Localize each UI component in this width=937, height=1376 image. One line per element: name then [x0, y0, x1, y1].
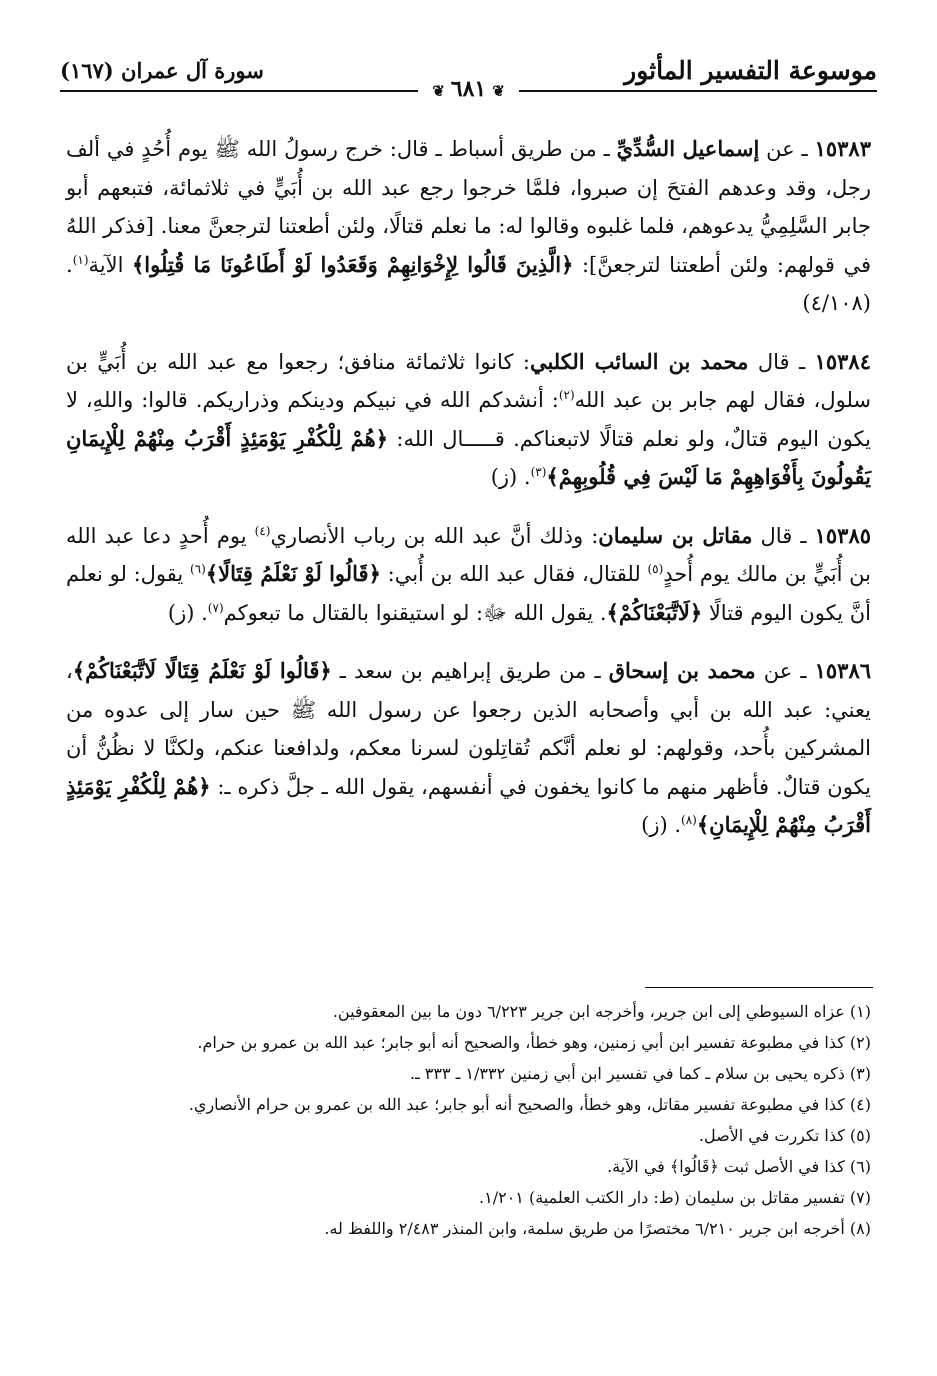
- footnotes: [66, 996, 871, 1244]
- footnote-ref[interactable]: (٣): [530, 465, 547, 479]
- narrator: مقاتل بن سليمان: [598, 522, 753, 548]
- entry: ١٥٣٨٦ ـ عن محمد بن إسحاق ـ من طريق إبراهيم بن سعد ـ ﴿قَالُوا لَوْ نَعْلَمُ قِتَالًا لَاتَّبَعْنَاكُمْ﴾، يعني: عبد الله بن أبي وأصحابه الذين رجعوا عن رسول الله ﷺ حين سار إلى عدوه من المشركين بأُحد، وقولهم: لو نعلم أنَّكم تُقاتِلون لسرنا معكم، ولدافعنا عنكم، ولكنَّا لا نظُنُّ أن يكون قتالٌ. فأظهر منهم ما كانوا يخفون في أنفسهم، يقول الله ـ جلَّ ذكره ـ: ﴿هُمْ لِلْكُفْرِ يَوْمَئِذٍ أَقْرَبُ مِنْهُمْ لِلْإِيمَانِ﴾$^{(٨)}$. (ز): [66, 658, 872, 837]
- surah-title: سورة آل عمران (١٦٧): [60, 58, 264, 83]
- main-text: [66, 130, 871, 865]
- ornament-icon: ❦: [432, 82, 445, 100]
- footnote: (٢) كذا في مطبوعة تفسير ابن أبي زمنين، وهو خطأ، والصحيح أنه أبو جابر؛ عبد الله بن عمرو بن حرام.: [197, 1033, 871, 1052]
- ornament-icon: ❦: [492, 82, 505, 100]
- footnote-ref[interactable]: (٧): [207, 600, 224, 615]
- narrator: محمد بن إسحاق: [608, 658, 756, 683]
- entry-number: ١٥٣٨٣: [814, 136, 871, 161]
- footnote-divider: [645, 987, 873, 988]
- entry: ١٥٣٨٥ ـ قال مقاتل بن سليمان: وذلك أنَّ عبد الله بن رباب الأنصاري$^{(٤)}$ يوم أُحدٍ دعا عبد الله بن أُبَيٍّ بن مالك يوم أُحدٍ$^{(٥)}$ للقتال، فقال عبد الله بن أُبي: ﴿قَالُوا لَوْ نَعْلَمُ قِتَالًا﴾$^{(٦)}$ يقول: لو نعلم أنَّ يكون اليوم قتالًا ﴿لَاتَّبَعْنَاكُمْ﴾. يقول الله ﷻ: لو استيقنوا بالقتال ما تبعوكم$^{(٧)}$. (ز): [66, 522, 872, 625]
- footnote: (٣) ذكره يحيى بن سلام ـ كما في تفسير ابن أبي زمنين ١/٣٣٢ ـ ٣٣٣ ـ.: [409, 1064, 871, 1083]
- entry-number: ١٥٣٨٥: [814, 522, 872, 548]
- footnote-ref[interactable]: (١): [72, 252, 89, 267]
- quran-verse: ﴿قَالُوا لَوْ نَعْلَمُ قِتَالًا لَاتَّبَعْنَاكُمْ﴾: [72, 658, 332, 683]
- footnote: (٤) كذا في مطبوعة تفسير مقاتل، وهو خطأ، والصحيح أنه أبو جابر؛ عبد الله بن عمرو بن حرام الأنصاري.: [188, 1095, 871, 1114]
- footnote-ref[interactable]: (٦): [189, 562, 206, 576]
- quran-verse: ﴿لَاتَّبَعْنَاكُمْ﴾: [606, 599, 703, 625]
- running-header: [60, 52, 877, 112]
- footnote: (٨) أخرجه ابن جرير ٦/٢١٠ مختصرًا من طريق سلمة، وابن المنذر ٢/٤٨٣ واللفظ له.: [324, 1219, 871, 1238]
- quran-verse: ﴿قَالُوا لَوْ نَعْلَمُ قِتَالًا﴾: [205, 561, 381, 586]
- footnote-ref[interactable]: (٨): [681, 813, 697, 827]
- quran-verse: ﴿هُمْ لِلْكُفْرِ يَوْمَئِذٍ أَقْرَبُ مِنْهُمْ لِلْإِيمَانِ يَقُولُونَ بِأَفْوَاهِهِمْ مَا لَيْسَ فِي قُلُوبِهِمْ﴾: [66, 425, 871, 489]
- footnote: (١) عزاه السيوطي إلى ابن جرير، وأخرجه ابن جرير ٦/٢٢٣ دون ما بين المعقوفين.: [332, 1002, 871, 1021]
- footnote: (٥) كذا تكررت في الأصل.: [698, 1126, 871, 1145]
- entry-number: ١٥٣٨٦: [814, 658, 872, 683]
- quran-verse: ﴿الَّذِينَ قَالُوا لِإِخْوَانِهِمْ وَقَعَدُوا لَوْ أَطَاعُونَا مَا قُتِلُوا﴾: [131, 251, 574, 277]
- footnote-ref[interactable]: (٢): [558, 388, 575, 402]
- footnote: (٦) كذا في الأصل ثبت ﴿قَالُوا﴾ في الآية.: [607, 1157, 871, 1176]
- page-number: ٦٨١: [450, 76, 487, 102]
- footnote: (٧) تفسير مقاتل بن سليمان (ط: دار الكتب العلمية) ١/٢٠١.: [479, 1188, 871, 1207]
- narrator: محمد بن السائب الكلبي: [529, 348, 749, 374]
- entry: ١٥٣٨٤ ـ قال محمد بن السائب الكلبي: كانوا ثلاثمائة منافق؛ رجعوا مع عبد الله بن أُبَيٍّ بن سلول، فقال لهم جابر بن عبد الله$^{(٢)}$: أنشدكم الله في نبيكم ودينكم وذراريكم. قالوا: واللهِ، لا يكون اليوم قتالٌ، ولو نعلم قتالًا لاتبعناكم. قـــــال الله: ﴿هُمْ لِلْكُفْرِ يَوْمَئِذٍ أَقْرَبُ مِنْهُمْ لِلْإِيمَانِ يَقُولُونَ بِأَفْوَاهِهِمْ مَا لَيْسَ فِي قُلُوبِهِمْ﴾$^{(٣)}$. (ز): [66, 348, 871, 489]
- narrator: إسماعيل السُّدِّيِّ: [616, 136, 760, 161]
- footnote-ref[interactable]: (٥): [647, 562, 664, 576]
- entry-number: ١٥٣٨٤: [814, 348, 871, 374]
- quran-verse: ﴿هُمْ لِلْكُفْرِ يَوْمَئِذٍ أَقْرَبُ مِنْهُمْ لِلْإِيمَانِ﴾: [66, 773, 871, 837]
- book-title: موسوعة التفسير المأثور: [624, 56, 877, 85]
- entry: ١٥٣٨٣ ـ عن إسماعيل السُّدِّيِّ ـ من طريق أسباط ـ قال: خرج رسولُ الله ﷺ يوم أُحُدٍ في ألف رجل، وقد وعدهم الفتحَ إن صبروا، فلمَّا خرجوا رجع عبد الله بن أُبَيٍّ في ثلاثمائة، فتبعهم أبو جابر السَّلِمِيُّ يدعوهم، فلما غلبوه وقالوا له: ما نعلم قتالًا، ولئن أطعتنا لترجعنَّ معنا. [فذكر اللهُ في قولهم: ولئن أطعتنا لترجعنَّ]: ﴿الَّذِينَ قَالُوا لِإِخْوَانِهِمْ وَقَعَدُوا لَوْ أَطَاعُونَا مَا قُتِلُوا﴾ الآية$^{(١)}$. (٤/١٠٨): [66, 136, 871, 315]
- footnote-ref[interactable]: (٤): [254, 523, 271, 538]
- page-number-block: [418, 76, 519, 102]
